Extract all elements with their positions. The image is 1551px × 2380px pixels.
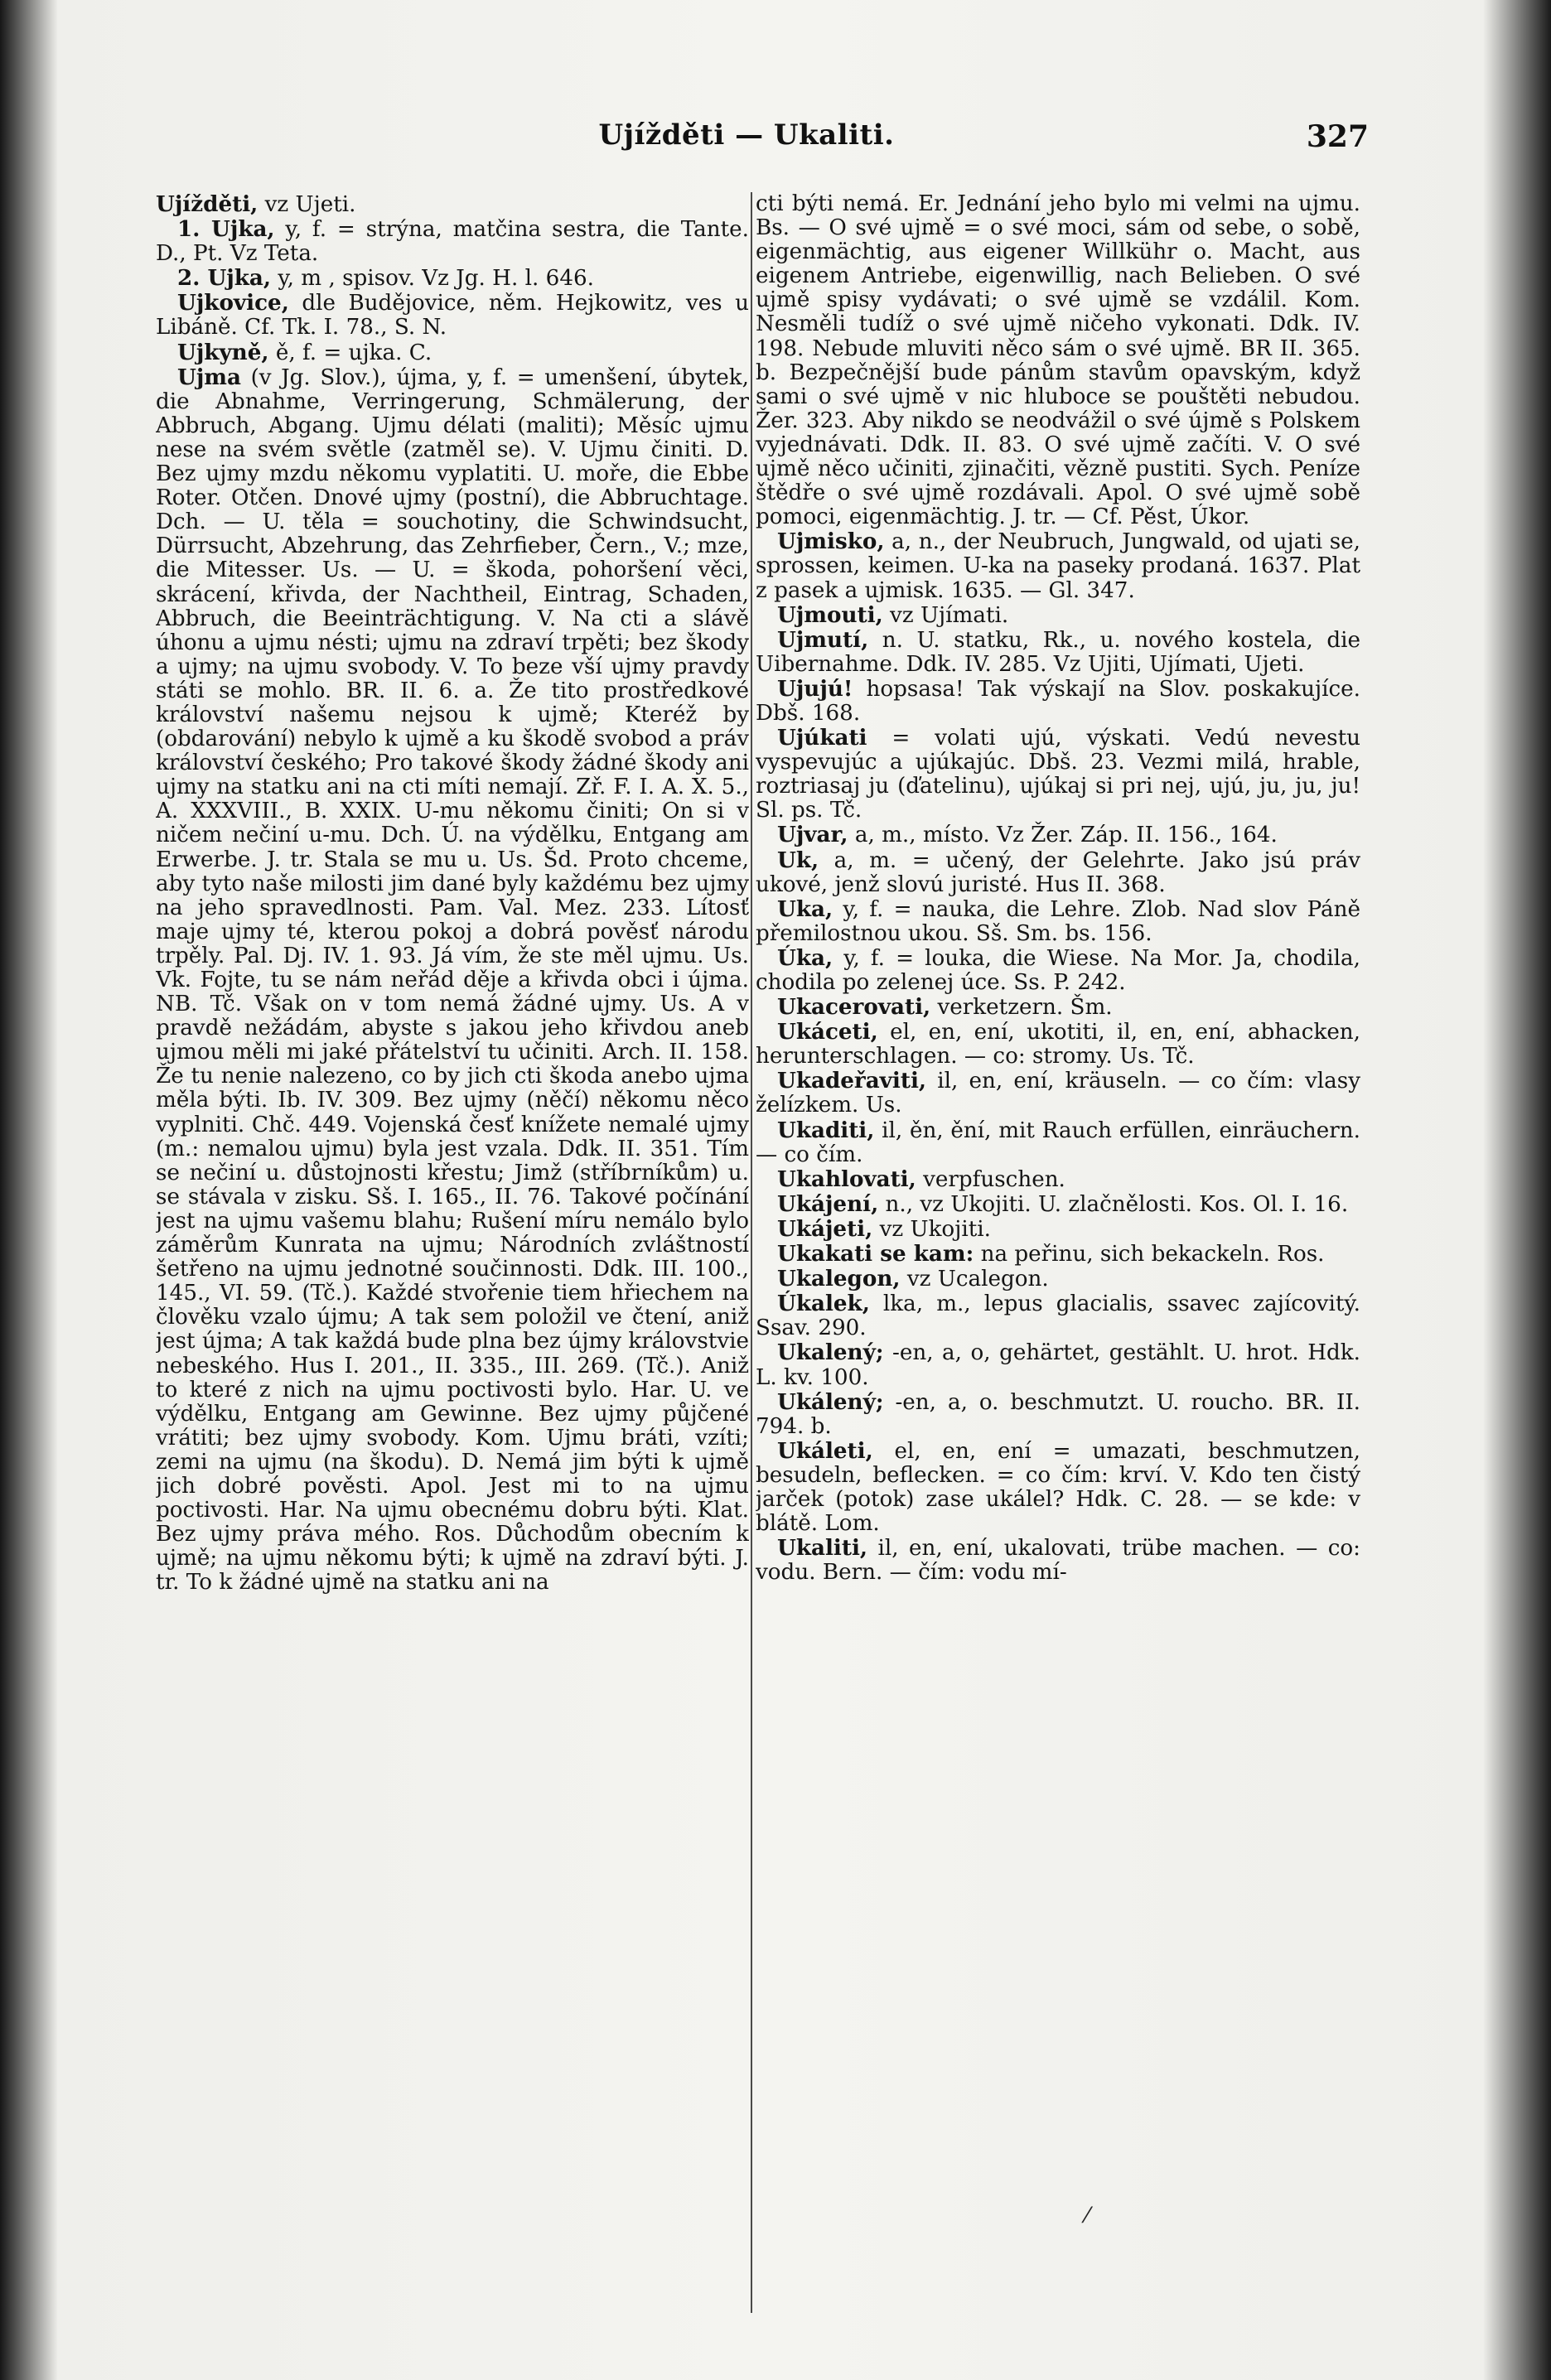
entry-definition: -en, a, o. beschmutzt. U. roucho. BR. II. 794. b. <box>756 1389 1360 1439</box>
entry-definition: hopsasa! Tak výskají na Slov. poskakujíce. Dbš. 168. <box>756 676 1360 726</box>
entry-definition: il, en, ení, ukalovati, trübe machen. — co: vodu. Bern. — čím: vodu mí- <box>756 1536 1360 1586</box>
entry-definition: vz Ujeti. <box>264 192 356 217</box>
dictionary-entry <box>756 677 1360 726</box>
entry-headword: Ujkovice, <box>177 290 289 316</box>
entry-definition: na peřinu, sich bekackeln. Ros. <box>980 1242 1325 1267</box>
dictionary-entry <box>756 848 1360 897</box>
page-header <box>124 114 1369 156</box>
entry-headword: Úkalek, <box>777 1291 870 1317</box>
dictionary-entry <box>756 1536 1360 1585</box>
entry-headword: Ukáleti, <box>777 1437 873 1464</box>
dictionary-entry <box>756 1069 1360 1118</box>
entry-definition: y, f. = nauka, die Lehre. Zlob. Nad slov Páně přemilostnou ukou. Sš. Sm. bs. 156. <box>756 896 1360 946</box>
dictionary-entry <box>756 1267 1360 1291</box>
entry-headword: Ujúkati <box>777 725 867 751</box>
left-column <box>156 192 749 2346</box>
entry-headword: 1. Ujka, <box>177 216 275 243</box>
entry-headword: Ujmouti, <box>777 601 883 628</box>
entry-headword: Ukáceti, <box>777 1019 878 1045</box>
dictionary-entry <box>156 266 749 291</box>
entry-headword: Ukakati se kam: <box>777 1241 974 1267</box>
entry-definition: a, n., der Neubruch, Jungwald, od ujati se, sprossen, keimen. U-ka na paseky prodaná. 1637. Plat z pasek a ujmisk. 1635. — Gl. 347. <box>756 529 1360 603</box>
entry-headword: Ujujú! <box>777 675 853 702</box>
entry-headword: Ujma <box>177 364 241 390</box>
dictionary-entry <box>756 1167 1360 1192</box>
entry-headword: Ukaditi, <box>777 1117 875 1143</box>
dictionary-entry <box>756 726 1360 823</box>
page-number: 327 <box>1306 119 1369 154</box>
dictionary-entry <box>756 1118 1360 1167</box>
entry-headword: Ukájení, <box>777 1190 879 1217</box>
entry-headword: Ukahlovati, <box>777 1166 916 1192</box>
entry-headword: Ukájeti, <box>777 1215 873 1242</box>
entry-headword: Ukaliti, <box>777 1535 868 1562</box>
entry-definition: il, en, ení, kräuseln. — co čím: vlasy želízkem. Us. <box>756 1069 1360 1118</box>
entry-headword: Ujmisko, <box>777 529 885 555</box>
dictionary-entry <box>756 1217 1360 1242</box>
entry-definition: cti býti nemá. Er. Jednání jeho bylo mi velmi na ujmu. Bs. — O své ujmě = o své moci, sám od sebe, o sobě, eigenmächtig, aus eigener Willkühr o. Macht, aus eigenem Antriebe, eigenwillig, nach Belieben. O své ujmě spisy vydávati; o své ujmě se vzdálil. Kom. Nesměli tudíž o své ujmě ničeho vykonati. Ddk. IV. 198. Nebude mluviti něco sám o své ujmě. BR II. 365. b. Bezpečnější bude pánům stavům opavským, když sami o své ujmě v nic hluboce se pouštěti nebudou. Žer. 323. Aby nikdo se neodvážil o své újmě s Polskem vyjednávati. Ddk. II. 83. O své ujmě začíti. V. O své ujmě něco učiniti, zjinačiti, vězně pustiti. Sych. Peníze štědře o své ujmě rozdávali. Apol. O své ujmě sobě pomoci, eigenmächtig. J. tr. — Cf. Pěst, Úkor. <box>756 192 1360 530</box>
dictionary-entry <box>756 897 1360 946</box>
entry-definition: lka, m., lepus glacialis, ssavec zajícovitý. Ssav. 290. <box>756 1291 1360 1341</box>
entry-definition: -en, a, o, gehärtet, gestählt. U. hrot. Hdk. L. kv. 100. <box>756 1340 1360 1390</box>
entry-definition: verketzern. Šm. <box>937 995 1113 1021</box>
dictionary-entry <box>156 340 749 365</box>
dictionary-entry <box>156 192 749 217</box>
dictionary-entry <box>756 995 1360 1020</box>
entry-definition: vz Ucalegon. <box>906 1267 1049 1292</box>
ink-mark: ⁄ <box>1085 2204 1090 2228</box>
dictionary-entry <box>756 1020 1360 1069</box>
dictionary-entry <box>756 1439 1360 1536</box>
dictionary-entry <box>156 291 749 340</box>
running-head: Ujížděti — Ukaliti. <box>598 118 895 152</box>
entry-headword: Ujížděti, <box>156 192 258 217</box>
entry-headword: Ukacerovati, <box>777 994 931 1021</box>
dictionary-entry <box>756 1340 1360 1389</box>
dictionary-entry <box>756 628 1360 677</box>
entry-headword: Úka, <box>777 944 833 971</box>
entry-definition: vz Ukojiti. <box>879 1216 991 1242</box>
entry-headword: Ukalegon, <box>777 1266 901 1292</box>
dictionary-entry <box>756 1192 1360 1217</box>
dictionary-entry <box>756 529 1360 602</box>
entry-headword: Ukalený; <box>777 1340 884 1366</box>
dictionary-entry <box>756 1291 1360 1340</box>
entry-headword: Ujvar, <box>777 822 848 848</box>
dictionary-entry <box>756 946 1360 995</box>
dictionary-entry <box>756 603 1360 628</box>
entry-headword: 2. Ujka, <box>177 265 271 292</box>
entry-definition: y, f. = louka, die Wiese. Na Mor. Ja, chodila, chodila po zelenej úce. Ss. P. 242. <box>756 945 1360 995</box>
entry-definition: vz Ujímati. <box>890 602 1009 628</box>
dictionary-entry <box>156 365 749 1596</box>
dictionary-entry <box>756 192 1360 529</box>
entry-headword: Ujkyně, <box>177 339 269 365</box>
entry-headword: Uka, <box>777 896 833 922</box>
dictionary-entry <box>756 823 1360 847</box>
entry-headword: Ukálený; <box>777 1388 884 1415</box>
right-column <box>756 192 1360 2346</box>
dictionary-entry <box>756 1242 1360 1267</box>
entry-definition: el, en, ení = umazati, beschmutzen, besudeln, beflecken. = co čím: krví. V. Kdo ten čistý jarček (potok) zase ukálel? Hdk. C. 28. — se kde: v blátě. Lom. <box>756 1438 1360 1537</box>
entry-definition: n. U. statku, Rk., u. nového kostela, die Uibernahme. Ddk. IV. 285. Vz Ujiti, Ujímati, Ujeti. <box>756 627 1360 677</box>
entry-headword: Ujmutí, <box>777 626 869 653</box>
entry-definition: ě, f. = ujka. C. <box>275 340 432 365</box>
entry-definition: y, f. = strýna, matčina sestra, die Tante. D., Pt. Vz Teta. <box>156 217 749 267</box>
entry-definition: = volati ujú, výskati. Vedú nevestu vyspevujúc a ujúkajúc. Dbš. 23. Vezmi milá, hrable, roztriasaj ju (ďatelinu), ujúkaj si pri nej, ujú, ju, ju, ju! Sl. ps. Tč. <box>756 726 1360 823</box>
entry-definition: el, en, ení, ukotiti, il, en, ení, abhacken, herunterschlagen. — co: stromy. Us. Tč. <box>756 1020 1360 1069</box>
entry-definition: a, m., místo. Vz Žer. Záp. II. 156., 164. <box>854 823 1278 848</box>
entry-headword: Uk, <box>777 847 819 873</box>
entry-definition: il, ěn, ění, mit Rauch erfüllen, einräuchern. — co čím. <box>756 1118 1360 1167</box>
entry-definition: (v Jg. Slov.), újma, y, f. = umenšení, úbytek, die Abnahme, Verringerung, Schmälerung, der Abbruch, Abgang. Ujmu délati (maliti); Měsíc ujmu nese na svém světle (zatměl se). V. Ujmu činiti. D. Bez ujmy mzdu někomu vyplatiti. U. moře, die Ebbe Roter. Otčen. Dnové ujmy (postní), die Abbruchtage. Dch. — U. těla = souchotiny, die Schwindsucht, Dürrsucht, Abzehrung, das Zehrfieber, Čern., V.; mze, die Mitesser. Us. — U. = škoda, pohoršení věci, skrácení, křivda, der Nachtheil, Eintrag, Schaden, Abbruch, die Beeinträchtigung. V. Na cti a slávě úhonu a ujmu nésti; ujmu na zdraví trpěti; bez škody a ujmy; na ujmu svobody. V. To beze vší ujmy pravdy státi se mohlo. BR. II. 6. a. Že tito prostředkové království našemu nejsou k ujmě; Kteréž by (obdarování) nebylo k ujmě a ku škodě svobod a práv království českého; Pro takové škody žádné škody ani ujmy na statku ani na cti míti nemají. Zř. F. I. A. X. 5., A. XXXVIII., B. XXIX. U-mu někomu činiti; On si v ničem nečiní u-mu. Dch. Ú. na výdělku, Entgang am Erwerbe. J. tr. Stala se mu u. Us. Šd. Proto chceme, aby tyto naše milosti jim dané byly každému bez ujmy na jeho spravedlnosti. Pam. Val. Mez. 233. Lítosť maje ujmy té, kterou pokoj a dobrá pověsť národu trpěly. Pal. Dj. IV. 1. 93. Já vím, že ste měl ujmu. Us. Vk. Fojte, tu se nám neřád děje a křivda obci i újma. NB. Tč. Však on v tom nemá žádné ujmy. Us. A v pravdě nežádám, abyste s jakou jeho křivdou aneb ujmou měli mi jaké přátelství tu učiniti. Arch. II. 158. Že tu nenie nalezeno, co by jich cti škoda anebo ujma měla býti. Ib. IV. 309. Bez ujmy (něčí) někomu něco vyplniti. Chč. 449. Vojenská česť knížete nemalé ujmy (m.: nemalou ujmu) byla jest vzala. Ddk. II. 351. Tím se nečiní u. důstojnosti křestu; Jimž (stříbrníkům) u. se stávala v zisku. Sš. I. 165., II. 76. Takové počínání jest na ujmu vašemu blahu; Rušení míru nemálo bylo záměrům Kunrata na ujmu; Národních zvláštností šetřeno na ujmu jednotné součinnosti. Ddk. III. 100., 145., VI. 59. (Tč.). Každé stvořenie tiem hřiechem na člověku vzalo újmu; A tak sem položil ve čtení, aniž jest újma; A tak každá bude plna bez újmy královstvie nebeského. Hus I. 201., II. 335., III. 269. (Tč.). Aniž to které z nich na ujmu poctivosti bylo. Har. U. ve výdělku, Entgang am Gewinne. Bez ujmy půjčené vrátiti; bez ujmy svobody. Kom. Ujmu bráti, vzíti; zemi na ujmu (na škodu). D. Nemá jim býti k ujmě jich dobré pověsti. Apol. Jest mi to na ujmu poctivosti. Har. Na ujmu obecnému dobru býti. Klat. Bez ujmy práva mého. Ros. Důchodům obecním k ujmě; na ujmu někomu býti; k ujmě na zdraví býti. J. tr. To k žádné ujmě na statku ani na <box>156 364 749 1596</box>
entry-definition: verpfuschen. <box>923 1166 1065 1192</box>
dictionary-entry <box>156 217 749 266</box>
entry-headword: Ukadeřaviti, <box>777 1068 927 1094</box>
entry-definition: a, m. = učený, der Gelehrte. Jako jsú práv ukové, jenž slovú juristé. Hus II. 368. <box>756 847 1360 897</box>
entry-definition: y, m , spisov. Vz Jg. H. l. 646. <box>278 266 594 292</box>
dictionary-entry <box>756 1390 1360 1439</box>
entry-definition: dle Budějovice, něm. Hejkowitz, ves u Libáně. Cf. Tk. I. 78., S. N. <box>156 291 749 340</box>
entry-definition: n., vz Ukojiti. U. zlačnělosti. Kos. Ol. I. 16. <box>885 1191 1349 1217</box>
column-divider <box>751 192 752 2313</box>
